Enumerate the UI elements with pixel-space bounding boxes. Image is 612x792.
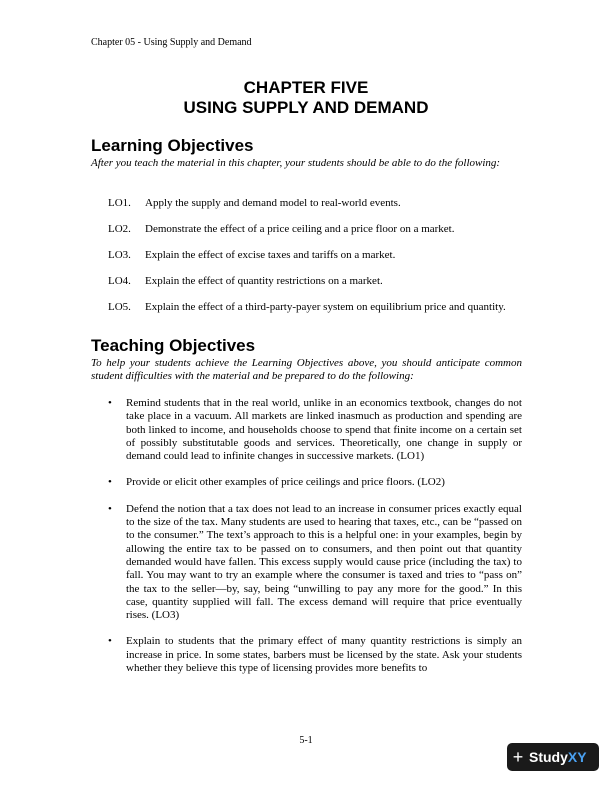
objective-text: Apply the supply and demand model to real-world events.: [145, 197, 401, 209]
chapter-name: USING SUPPLY AND DEMAND: [183, 98, 429, 117]
chapter-number: CHAPTER FIVE: [243, 78, 369, 97]
teaching-objective-item: [108, 397, 522, 463]
learning-objectives-list: [108, 197, 522, 327]
teaching-objective-text: Provide or elicit other examples of price ceilings and price floors. (LO2): [126, 476, 445, 489]
objective-text: Explain the effect of excise taxes and tariffs on a market.: [145, 249, 396, 261]
teaching-objective-item: [108, 503, 522, 623]
bullet-icon: •: [108, 476, 112, 489]
objective-code: LO5.: [108, 301, 131, 313]
brand-name: StudyXY: [529, 749, 587, 765]
teaching-objectives-list: [108, 397, 522, 688]
studyxy-badge[interactable]: [507, 743, 599, 771]
objective-text: Explain the effect of a third-party-payer system on equilibrium price and quantity.: [145, 301, 506, 313]
running-header: Chapter 05 - Using Supply and Demand: [91, 37, 252, 48]
teaching-objective-item: [108, 635, 522, 675]
bullet-icon: •: [108, 502, 112, 515]
objective-code: LO2.: [108, 223, 131, 235]
learning-objective-item: [108, 275, 522, 288]
chapter-title: [0, 78, 612, 118]
objective-code: LO3.: [108, 249, 131, 261]
objective-code: LO1.: [108, 197, 131, 209]
teaching-objectives-intro: To help your students achieve the Learning Objectives above, you should anticipate common student difficulties with the material and be prepared to do the following:: [91, 357, 522, 382]
learning-objective-item: [108, 301, 522, 314]
objective-code: LO4.: [108, 275, 131, 287]
teaching-objective-text: Explain to students that the primary effect of many quantity restrictions is simply an increase in price. In some states, barbers must be licensed by the state. Ask your students whether they believe this type of licensing provides more benefits to: [126, 635, 522, 675]
objective-text: Explain the effect of quantity restrictions on a market.: [145, 275, 383, 287]
objective-text: Demonstrate the effect of a price ceiling and a price floor on a market.: [145, 223, 455, 235]
teaching-objective-text: Defend the notion that a tax does not lead to an increase in consumer prices exactly equal to the size of the tax. Many students are used to hearing that taxes, etc., can be “passed on to the consumer.” The text’s approach to this is a helpful one: in your examples, begin by allowing the entire tax to be passed on to consumers, and then point out that quantity demanded would have fallen. This excess supply would cause price (including the tax) to fall. You may want to try an example where the consumer is taxed and tries to “pass on” the tax to the seller—by, say, being “unwilling to pay any more for the good.” In this case, quantity supplied will fall. The excess demand will require that price eventually rises. (LO3): [126, 502, 522, 622]
bullet-icon: •: [108, 635, 112, 648]
teaching-objective-text: Remind students that in the real world, unlike in an economics textbook, changes do not take place in a vacuum. All markets are linked inasmuch as production and spending are both linked to income, and households choose to spend that finite income on a certain set of possibly substitutable goods and services. Theoretically, one change in supply or demand could lead to infinite changes in successive markets. (LO1): [126, 397, 522, 463]
learning-objective-item: [108, 249, 522, 262]
teaching-objective-item: [108, 476, 522, 489]
teaching-objectives-heading: Teaching Objectives: [91, 336, 256, 355]
bullet-icon: •: [108, 397, 112, 409]
learning-objective-item: [108, 197, 522, 210]
page-number: 5-1: [299, 735, 313, 746]
learning-objectives-intro: After you teach the material in this chapter, your students should be able to do the following:: [91, 157, 501, 169]
learning-objective-item: [108, 223, 522, 236]
learning-objectives-heading: Learning Objectives: [91, 136, 254, 155]
plus-icon: +: [512, 747, 524, 767]
